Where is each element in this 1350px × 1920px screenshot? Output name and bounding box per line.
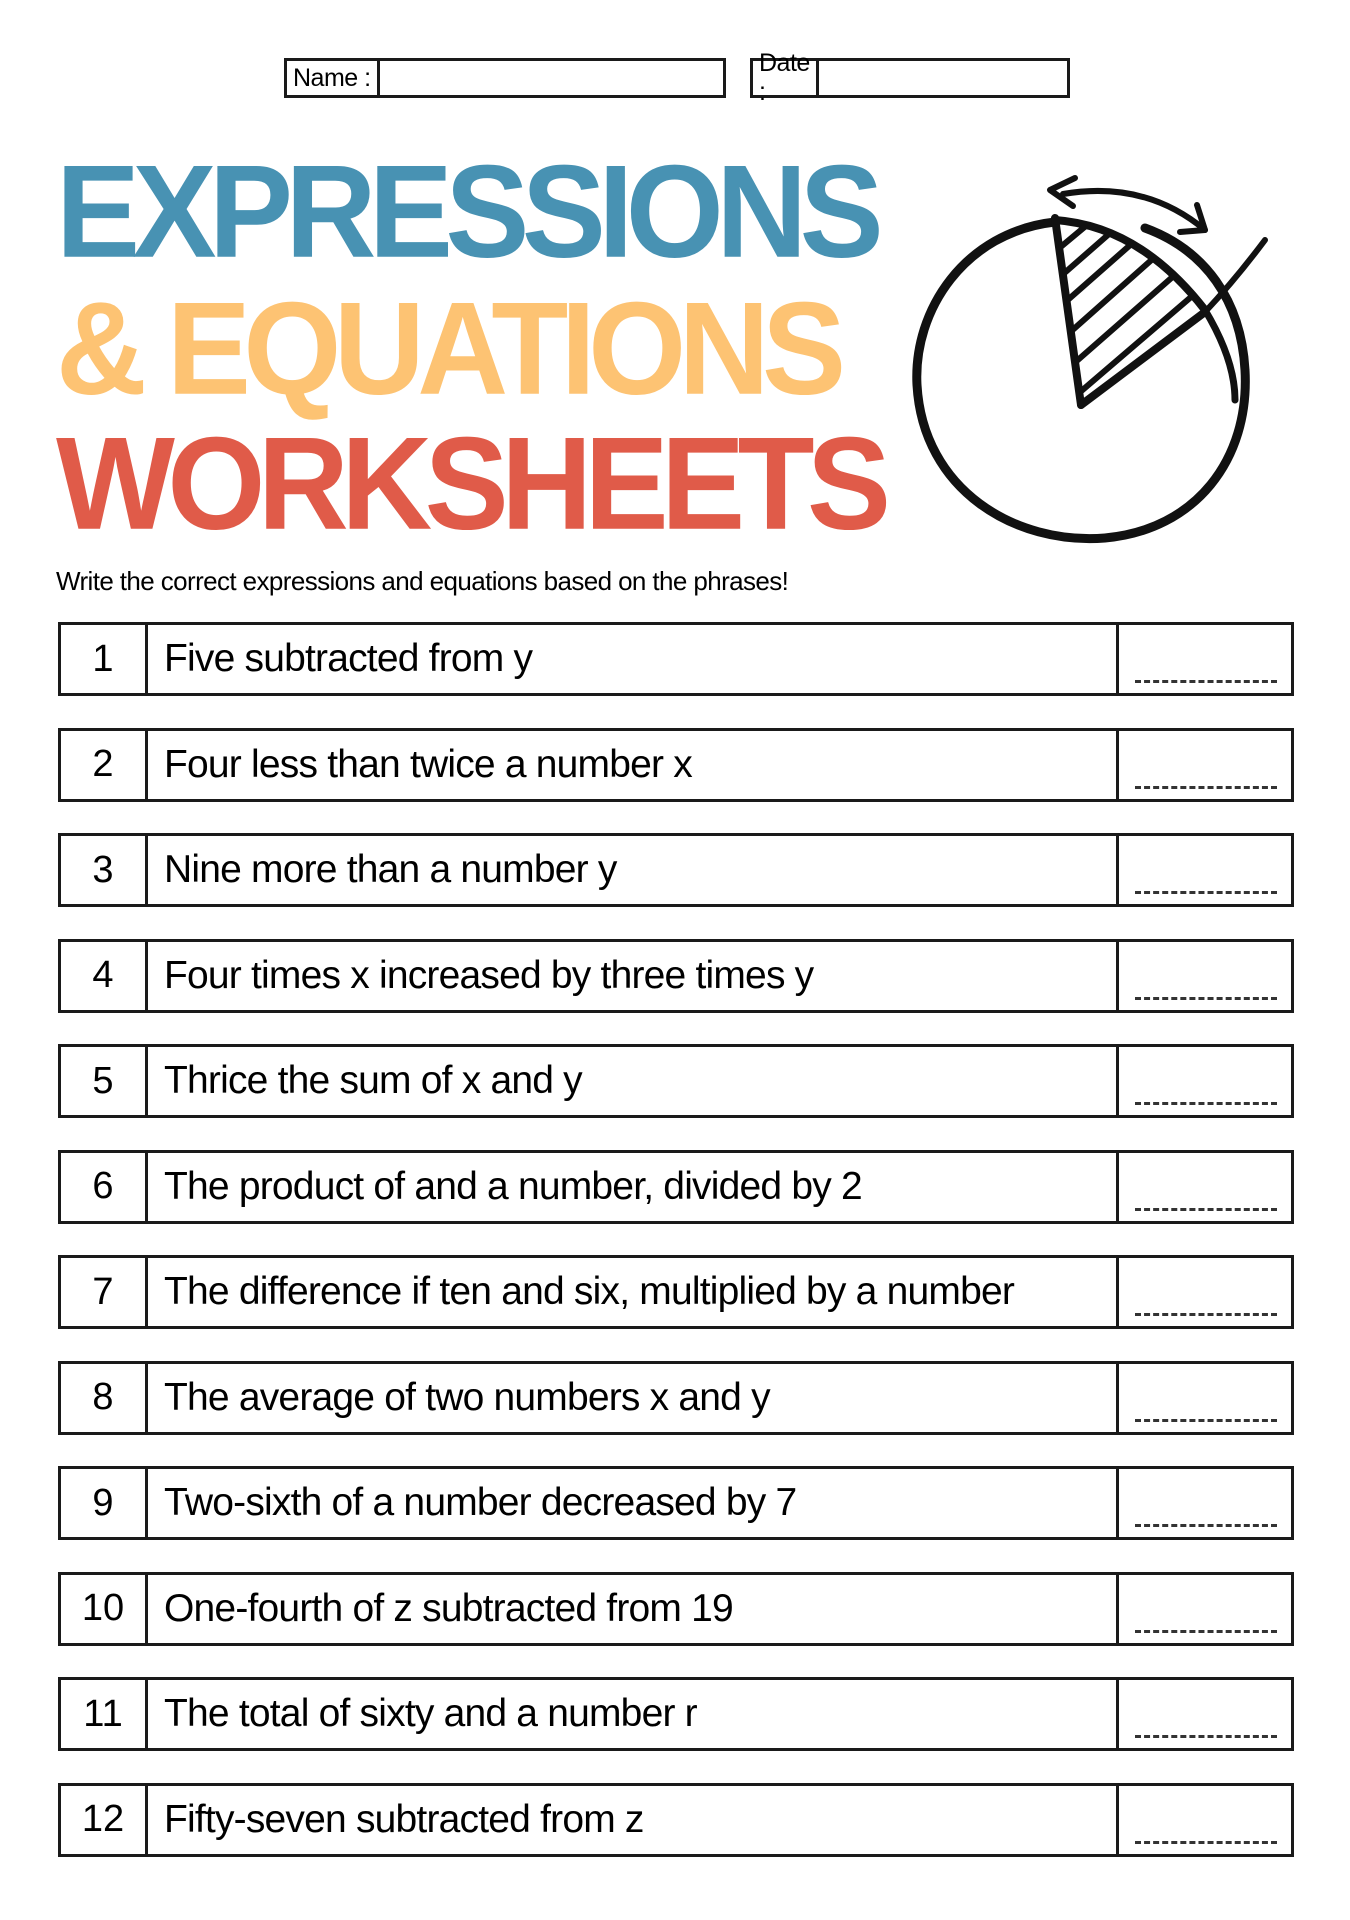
answer-box[interactable] [1116, 1047, 1291, 1115]
question-number: 5 [61, 1047, 148, 1115]
answer-dotted-line [1135, 1630, 1277, 1633]
question-row [58, 833, 1294, 907]
question-row [58, 1255, 1294, 1329]
question-text: The average of two numbers x and y [164, 1375, 770, 1419]
question-text: Fifty-seven subtracted from z [164, 1797, 644, 1841]
question-number: 10 [61, 1575, 148, 1643]
answer-dotted-line [1135, 1841, 1277, 1844]
question-text: Two-sixth of a number decreased by 7 [164, 1481, 797, 1524]
question-row [58, 728, 1294, 802]
question-text: One-fourth of z subtracted from 19 [164, 1586, 733, 1630]
question-row [58, 1044, 1294, 1118]
name-label: Name : [287, 61, 380, 95]
question-text: Five subtracted from y [164, 637, 533, 680]
answer-dotted-line [1135, 1524, 1277, 1527]
question-number: 6 [61, 1153, 148, 1221]
question-number: 1 [61, 625, 148, 693]
answer-dotted-line [1135, 1419, 1277, 1422]
answer-box[interactable] [1116, 1258, 1291, 1326]
answer-dotted-line [1135, 1313, 1277, 1316]
question-row [58, 939, 1294, 1013]
question-text: Thrice the sum of x and y [164, 1059, 582, 1102]
answer-box[interactable] [1116, 1364, 1291, 1432]
answer-box[interactable] [1116, 1575, 1291, 1643]
answer-box[interactable] [1116, 942, 1291, 1010]
question-number: 8 [61, 1364, 148, 1432]
question-text: The total of sixty and a number r [164, 1692, 697, 1735]
answer-box[interactable] [1116, 731, 1291, 799]
question-text: Nine more than a number y [164, 848, 617, 891]
answer-box[interactable] [1116, 1469, 1291, 1537]
answer-box[interactable] [1116, 625, 1291, 693]
question-row [58, 1150, 1294, 1224]
answer-dotted-line [1135, 1102, 1277, 1105]
question-row [58, 622, 1294, 696]
date-label: Date : [753, 61, 819, 95]
question-row [58, 1677, 1294, 1751]
date-field-box [750, 49, 1070, 106]
answer-dotted-line [1135, 1735, 1277, 1738]
name-field-box [284, 58, 726, 98]
question-number: 12 [61, 1786, 148, 1854]
answer-dotted-line [1135, 680, 1277, 683]
title-line-worksheets: WORKSHEETS [56, 409, 884, 557]
question-number: 4 [61, 942, 148, 1010]
question-number: 7 [61, 1258, 148, 1326]
answer-dotted-line [1135, 1208, 1277, 1211]
answer-dotted-line [1135, 997, 1277, 1000]
question-row [58, 1783, 1294, 1857]
answer-box[interactable] [1116, 1680, 1291, 1748]
pie-chart-sketch-icon [905, 170, 1285, 550]
question-row [58, 1466, 1294, 1540]
title-line-expressions: EXPRESSIONS [56, 137, 877, 285]
instructions-text: Write the correct expressions and equations based on the phrases! [56, 566, 789, 596]
question-row [58, 1361, 1294, 1435]
answer-box[interactable] [1116, 1786, 1291, 1854]
date-input[interactable] [819, 61, 1145, 95]
answer-box[interactable] [1116, 1153, 1291, 1221]
question-number: 3 [61, 836, 148, 904]
title-line-equations: & EQUATIONS [56, 274, 839, 422]
question-row [58, 1572, 1294, 1646]
answer-dotted-line [1135, 786, 1277, 789]
answer-box[interactable] [1116, 836, 1291, 904]
question-text: Four less than twice a number x [164, 742, 692, 786]
question-number: 9 [61, 1469, 148, 1537]
question-text: The product of and a number, divided by 2 [164, 1164, 862, 1208]
question-number: 11 [61, 1680, 148, 1748]
name-input[interactable] [380, 61, 723, 95]
answer-dotted-line [1135, 891, 1277, 894]
question-text: Four times x increased by three times y [164, 953, 814, 997]
question-text: The difference if ten and six, multiplied by a number [164, 1270, 1015, 1313]
question-number: 2 [61, 731, 148, 799]
